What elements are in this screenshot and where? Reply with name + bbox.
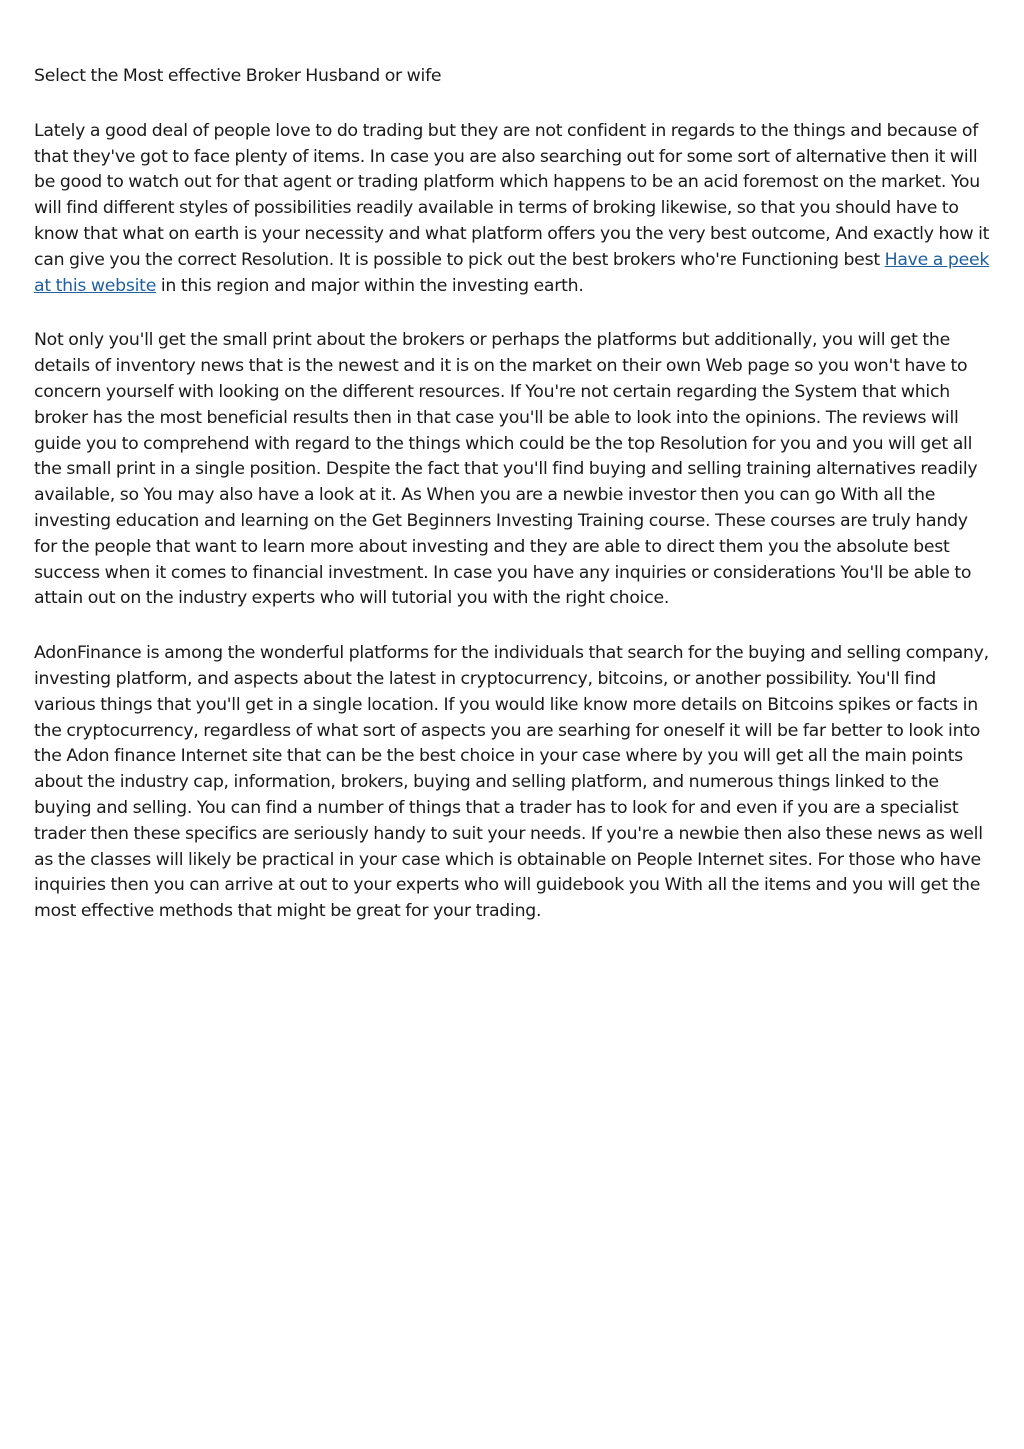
paragraph-adonfinance: AdonFinance is among the wonderful platforms for the individuals that search for the buying and selling company, investing platform, and aspects about the latest in cryptocurrency, bitcoins, or another possibility. You'll find various things that you'll get in a single location. If you would like know more details on Bitcoins spikes or facts in the cryptocurrency, regardless of what sort of aspects you are searhing for oneself it will be far better to look into the Adon finance Internet site that can be the best choice in your case where by you will get all the main points about the industry cap, information, brokers, buying and selling platform, and numerous things linked to the buying and selling. You can find a number of things that a trader has to look for and even if you are a specialist trader then these specifics are seriously handy to suit your needs. If you're a newbie then also these news as well as the classes will likely be practical in your case which is obtainable on People Internet sites. For those who have inquiries then you can arrive at out to your experts who will guidebook you With all the items and you will get the most effective methods that might be great for your trading. xyxy=(34,643,989,922)
paragraph-intro xyxy=(34,119,994,300)
document-page xyxy=(34,64,994,954)
document-title: Select the Most effective Broker Husband or wife xyxy=(34,66,442,86)
paragraph-intro-text-before: Lately a good deal of people love to do trading but they are not confident in regards to the things and because of that they've got to face plenty of items. In case you are also searching out for some sort of alternative then it will be good to watch out for that agent or trading platform which happens to be an acid foremost on the market. You will find different styles of possibilities readily available in terms of broking likewise, so that you should have to know that what on earth is your necessity and what platform offers you the very best outcome, And exactly how it can give you the correct Resolution. It is possible to pick out the best brokers who're Functioning best xyxy=(34,120,990,270)
website-link[interactable]: Have a peek at this website xyxy=(34,249,990,296)
paragraph-intro-text-after: in this region and major within the investing earth. xyxy=(156,275,584,296)
paragraph-brokers-details: Not only you'll get the small print about the brokers or perhaps the platforms but additionally, you will get the details of inventory news that is the newest and it is on the market on their own Web page so you won't have to concern yourself with looking on the different resources. If You're not certain regarding the System that which broker has the most beneficial results then in that case you'll be able to look into the opinions. The reviews will guide you to comprehend with regard to the things which could be the top Resolution for you and you will get all the small print in a single position. Despite the fact that you'll find buying and selling training alternatives readily available, so You may also have a look at it. As When you are a newbie investor then you can go With all the investing education and learning on the Get Beginners Investing Training course. These courses are truly handy for the people that want to learn more about investing and they are able to direct them you the absolute best success when it comes to financial investment. In case you have any inquiries or considerations You'll be able to attain out on the industry experts who will tutorial you with the right choice. xyxy=(34,330,978,609)
